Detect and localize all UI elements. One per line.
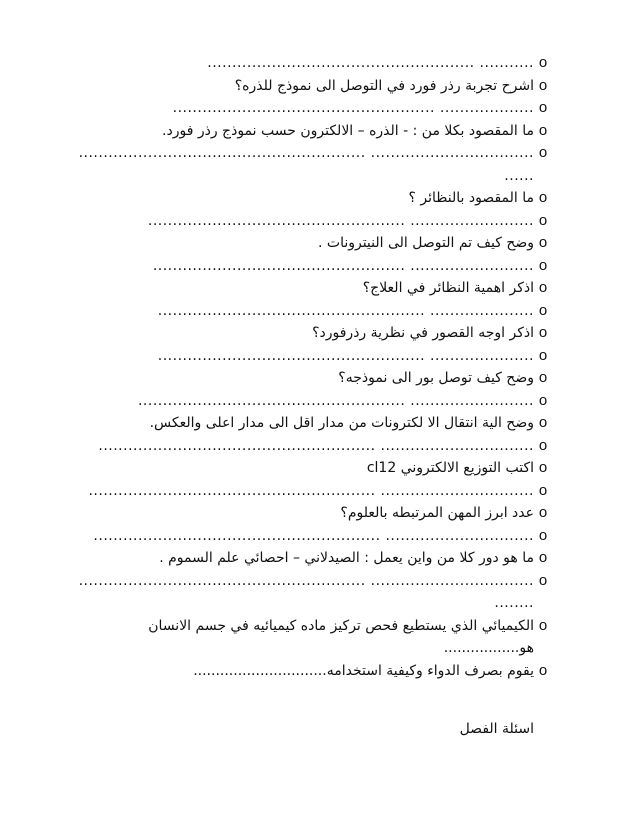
answer-line: ..................... ...................................................... (157, 302, 534, 319)
chapter-questions-title: اسئلة الفصل (459, 721, 534, 737)
question-text: الكيميائي الذي يستطيع فحص تركيز ماده كيميائيه في جسم الانسان (148, 617, 534, 634)
question-text: يقوم بصرف الدواء وكيفية استخدامه.............................. (193, 662, 534, 679)
bullet-icon (536, 637, 550, 660)
bullet-icon: o (538, 391, 548, 409)
question-text: وضح كيف تم التوصل الى النيترونات . (317, 235, 534, 251)
bullet-icon: o (538, 144, 548, 161)
bullet-icon: o (538, 234, 548, 251)
answer-line: ........ (494, 595, 534, 611)
question-text: وضح الية انتقال الا لكترونات من مدار اقل الى مدار اعلى والعكس. (149, 415, 534, 431)
bullet-icon: o (538, 549, 548, 566)
bullet-icon (536, 165, 550, 188)
bullet-icon: o (538, 279, 548, 296)
question-text: ما المقصود بكلا من : - الذره – الالكترون حسب نموذج رذر فورد. (162, 122, 534, 139)
bullet-icon: o (538, 346, 548, 364)
answer-line: ......................... ................................................... (152, 257, 534, 274)
bullet-icon: o (538, 369, 548, 386)
bullet-icon: o (538, 256, 548, 274)
question-text: اكتب التوزيع الالكتروني cl12 (366, 460, 534, 476)
answer-line: ...... (504, 167, 534, 184)
question-list (78, 52, 534, 682)
bullet-icon (536, 592, 550, 615)
bullet-icon: o (538, 301, 548, 319)
bullet-icon: o (538, 459, 548, 476)
answer-line: ........... ...................................................... (207, 55, 534, 71)
answer-line: ............................... ........................................................ (98, 437, 534, 454)
bullet-column (536, 52, 550, 682)
answer-line: ......................... ...................................................... (137, 392, 534, 409)
question-text: اشرح تجربة رذر فورد في التوصل الى نموذج للذره؟ (234, 77, 534, 94)
question-text: اذكر اوجه القصور في نظرية رذرفورد؟ (312, 325, 534, 341)
answer-line: ................... ..................................................... (172, 100, 534, 116)
bullet-icon: o (538, 211, 548, 229)
bullet-icon: o (538, 189, 548, 206)
bullet-icon: o (538, 76, 548, 94)
answer-line: ......................... .................................................... (147, 212, 534, 229)
question-text: اذكر اهمية النظائر في العلاج؟ (362, 280, 534, 296)
bullet-icon: o (538, 616, 548, 634)
question-text: عدد ابرز المهن المرتبطه بالعلوم؟ (340, 505, 534, 521)
question-text: ما هو دور كلا من واين يعمل : الصيدلاني – احصائي علم السموم . (159, 550, 534, 566)
answer-line: ................................. .......................................................... (78, 145, 534, 161)
bullet-icon: o (538, 571, 548, 589)
question-text: هو................. (443, 640, 534, 656)
bullet-icon: o (538, 414, 548, 431)
bullet-icon: o (538, 526, 548, 544)
bullet-icon: o (538, 121, 548, 139)
bullet-icon: o (538, 99, 548, 116)
question-text: ما المقصود بالنظائر ؟ (408, 190, 534, 206)
bullet-icon: o (538, 324, 548, 341)
answer-line: .............................. .......................................................... (93, 527, 534, 544)
bullet-icon: o (538, 661, 548, 679)
bullet-icon: o (538, 504, 548, 521)
bullet-icon: o (538, 436, 548, 454)
bullet-icon: o (538, 481, 548, 499)
question-text: وضح كيف توصل بور الى نموذجه؟ (338, 370, 534, 386)
bullet-icon: o (538, 54, 548, 71)
answer-line: ............................... .......................................................... (88, 482, 534, 499)
answer-line: ................................. .......................................................... (78, 572, 534, 589)
answer-line: ..................... ...................................................... (157, 347, 534, 364)
